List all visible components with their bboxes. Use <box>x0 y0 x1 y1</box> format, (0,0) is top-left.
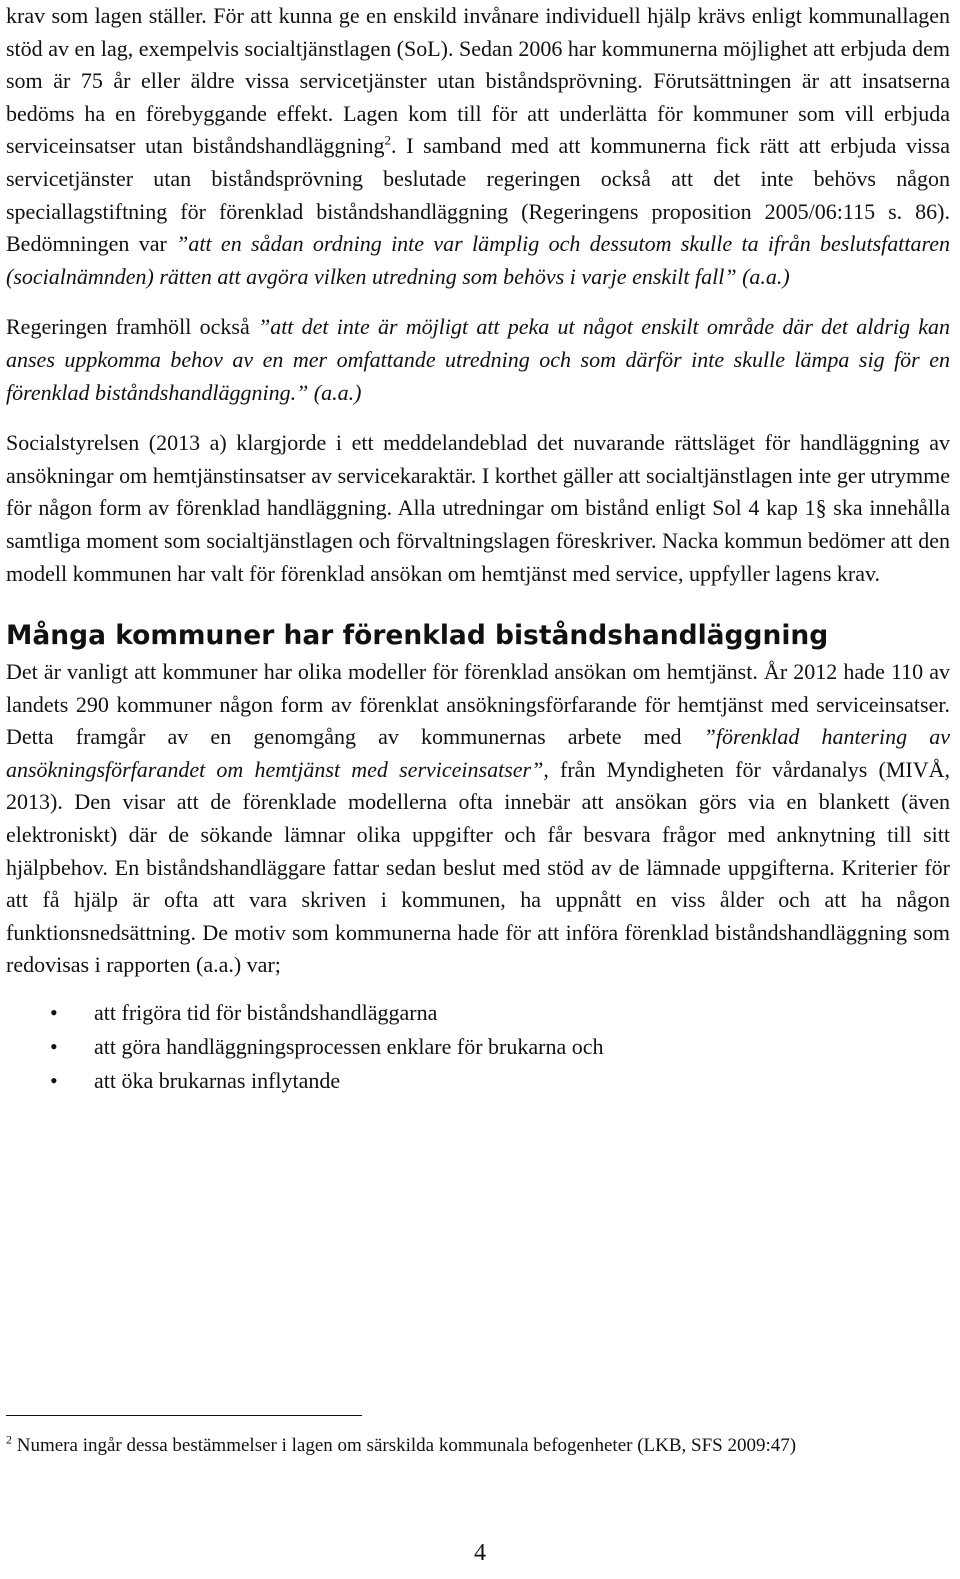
paragraph-municipal-models <box>6 656 950 982</box>
paragraph-text: krav som lagen ställer. För att kunna ge en enskild invånare individuell hjälp krävs enligt kommunallagen stöd av en lag, exempelvis socialtjänstlagen (SoL). Sedan 2006 har kommunerna möjlighet att erbjuda dem som är 75 år eller äldre vissa servicetjänster utan biståndsprövning. Förutsättningen är att insatserna bedöms ha en förebyggande effekt. Lagen kom till för att underlätta för kommuner som vill erbjuda serviceinsatser utan biståndshandläggning <box>6 3 950 159</box>
list-item <box>6 996 950 1030</box>
bullet-icon: • <box>50 1034 58 1060</box>
footnote-text: Numera ingår dessa bestämmelser i lagen om särskilda kommunala befogenheter (LKB, SFS 2009:47) <box>12 1435 797 1456</box>
footnote-reference: 2 <box>384 133 392 149</box>
paragraph-text: Regeringen framhöll också <box>6 314 258 340</box>
paragraph-text: Det är vanligt att kommuner har olika modeller för förenklad ansökan om hemtjänst. År 2012 hade 110 av landets 290 kommuner någon form av förenklat ansökningsförfarande för hemtjänst med serviceinsatser. Detta framgår av en genomgång av kommunernas arbete med <box>6 659 950 750</box>
bullet-icon: • <box>50 1000 58 1026</box>
page-number: 4 <box>474 1540 486 1566</box>
bullet-icon: • <box>50 1068 58 1094</box>
bullet-list <box>6 996 950 1098</box>
footnote-divider <box>6 1415 362 1416</box>
quotation: ”att en sådan ordning inte var lämplig och dessutom skulle ta ifrån beslutsfattaren (socialnämnden) rätten att avgöra vilken utredning som behövs i varje enskilt fall” (a.a.) <box>6 231 950 289</box>
footnote <box>6 1432 938 1459</box>
document-page <box>6 0 950 1098</box>
paragraph-government-view <box>6 311 950 409</box>
paragraph-text: , från Myndigheten för vårdanalys (MIVÅ, 2013). Den visar att de förenklade modellerna ofta innebär att ansökan görs via en blankett (även elektroniskt) där de sökande lämnar olika uppgifter och får besvara frågor med anknytning till sitt hjälpbehov. En biståndshandläggare fattar sedan beslut med stöd av de lämnade uppgifterna. Kriterier för att få hjälp är ofta att vara skriven i kommunen, ha uppnått en viss ålder och att ha någon funktionsnedsättning. De motiv som kommunerna hade för att införa förenklad biståndshandläggning som redovisas i rapporten (a.a.) var; <box>6 756 950 978</box>
list-item <box>6 1064 950 1098</box>
paragraph-sol-background <box>6 0 950 293</box>
paragraph-socialstyrelsen: Socialstyrelsen (2013 a) klargjorde i ett meddelandeblad det nuvarande rättsläget för handläggning av ansökningar om hemtjänstinsatser av servicekaraktär. I korthet gäller att socialtjänstlagen inte ger utrymme för någon form av förenklad handläggning. Alla utredningar om bistånd enligt Sol 4 kap 1§ ska innehålla samtliga moment som socialtjänstlagen och förvaltningslagen föreskriver. Nacka kommun bedömer att den modell kommunen har valt för förenklad ansökan om hemtjänst med service, uppfyller lagens krav. <box>6 430 950 586</box>
report-title: ”förenklad hantering av ansökningsförfarandet om hemtjänst med serviceinsatser” <box>6 724 950 782</box>
section-heading: Många kommuner har förenklad biståndshandläggning <box>6 620 829 652</box>
list-item-text: att göra handläggningsprocessen enklare för brukarna och <box>94 1034 604 1060</box>
list-item-text: att frigöra tid för biståndshandläggarna <box>94 1000 438 1026</box>
list-item-text: att öka brukarnas inflytande <box>94 1068 341 1094</box>
paragraph-text: . I samband med att kommunerna fick rätt att erbjuda vissa servicetjänster utan biståndsprövning beslutade regeringen också att det inte behövs någon speciallagstiftning för förenklad biståndshandläggning (Regeringens proposition 2005/06:115 s. 86). Bedömningen var <box>6 133 950 257</box>
list-item <box>6 1030 950 1064</box>
quotation: ”att det inte är möjligt att peka ut något enskilt område där det aldrig kan anses uppkomma behov av en mer omfattande utredning och som därför inte skulle lämpa sig för en förenklad biståndshandläggning.” (a.a.) <box>6 314 950 405</box>
footnote-number: 2 <box>6 1432 12 1447</box>
